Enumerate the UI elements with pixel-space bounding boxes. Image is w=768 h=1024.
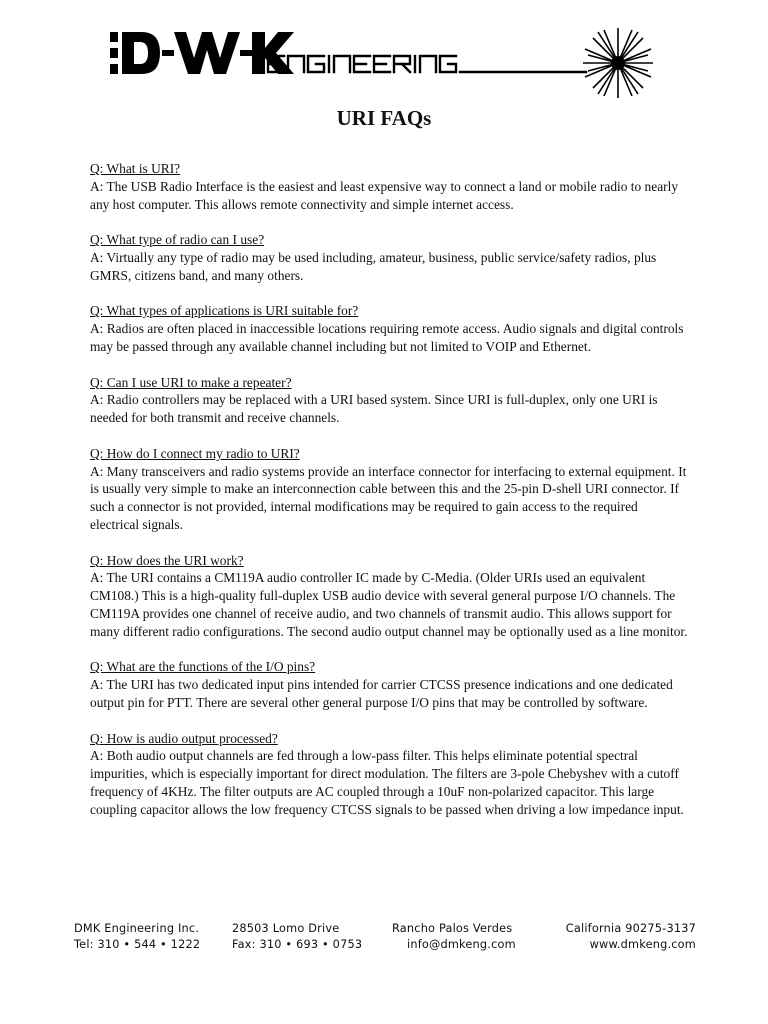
faq-item xyxy=(90,730,690,819)
faq-answer: A: The USB Radio Interface is the easiest and least expensive way to connect a land or mobile radio to nearly any host computer. This allows remote connectivity and simple internet access. xyxy=(90,178,679,212)
dmk-engineering-logo xyxy=(108,26,656,100)
footer-row xyxy=(74,937,696,953)
faq-answer: A: The URI contains a CM119A audio controller IC made by C-Media. (Older URIs used an equivalent CM108.) This is a high-quality full-duplex USB audio device with several general purpose I/O channels. The CM119A provides one channel of receive audio, and two channels of transmit audio. This allows support for many different radio configurations. The second audio output channel may be optionally used as a line monitor. xyxy=(90,570,688,639)
faq-item xyxy=(90,302,690,355)
footer-company: DMK Engineering Inc. xyxy=(74,922,200,935)
footer-city: Rancho Palos Verdes xyxy=(392,922,513,935)
footer-row xyxy=(74,921,696,937)
faq-question: Q: What is URI? xyxy=(90,161,181,176)
faq-item xyxy=(90,552,690,641)
faq-question: Q: What are the functions of the I/O pins? xyxy=(90,659,316,675)
faq-question: Q: How does the URI work? xyxy=(90,552,244,568)
faq-answer: A: The URI has two dedicated input pins intended for carrier CTCSS presence indications and one dedicated output pin for PTT. There are several other general purpose I/O pins that may be controlled by software. xyxy=(90,677,673,710)
footer-address: 28503 Lomo Drive xyxy=(232,922,340,935)
footer-state-zip: California 90275-3137 xyxy=(565,922,696,935)
faq-item xyxy=(90,374,690,427)
faq-item xyxy=(90,160,690,213)
faq-item xyxy=(90,658,690,711)
faq-answer: A: Many transceivers and radio systems provide an interface connector for interfacing to external equipment. It is usually very simple to make an interconnection cable between this and the 25-pin D-shell URI connector. If such a connector is not provided, internal modifications may be required to gain access to the required electrical signals. xyxy=(90,463,687,532)
footer xyxy=(74,921,696,953)
faq-question: Q: What types of applications is URI suitable for? xyxy=(90,303,359,319)
faq-question: Q: How is audio output processed? xyxy=(90,730,278,746)
footer-fax: Fax: 310 • 693 • 0753 xyxy=(232,938,363,951)
faq-answer: A: Radio controllers may be replaced with a URI based system. Since URI is full-duplex, only one URI is needed for both transmit and receive channels. xyxy=(90,392,658,426)
footer-email-link[interactable]: info@dmkeng.com xyxy=(407,938,516,951)
faq-question: Q: Can I use URI to make a repeater? xyxy=(90,374,292,390)
footer-website-link[interactable]: www.dmkeng.com xyxy=(589,938,696,951)
faq-list xyxy=(90,160,690,836)
footer-tel: Tel: 310 • 544 • 1222 xyxy=(74,938,201,951)
faq-answer: A: Both audio output channels are fed through a low-pass filter. This helps eliminate potential spectral impurities, which is especially important for direct modulation. The filters are 3-pole Chebyshev with a cutoff frequency of 4KHz. The filter outputs are AC coupled through a 10uF non-polarized capacitor. This large coupling capacitor allows the low frequency CTCSS signals to be passed when driving a low impedance input. xyxy=(90,748,684,817)
faq-answer: A: Radios are often placed in inaccessible locations requiring remote access. Audio signals and digital controls may be passed through any available channel including but not limited to VOIP and Ethernet. xyxy=(90,321,684,354)
faq-item xyxy=(90,445,690,534)
faq-question: Q: What type of radio can I use? xyxy=(90,232,265,248)
faq-question: Q: How do I connect my radio to URI? xyxy=(90,445,300,461)
page-title: URI FAQs xyxy=(336,106,432,130)
faq-answer: A: Virtually any type of radio may be used including, amateur, business, public service/safety radios, plus GMRS, citizens band, and many others. xyxy=(90,249,657,283)
faq-item xyxy=(90,231,690,284)
